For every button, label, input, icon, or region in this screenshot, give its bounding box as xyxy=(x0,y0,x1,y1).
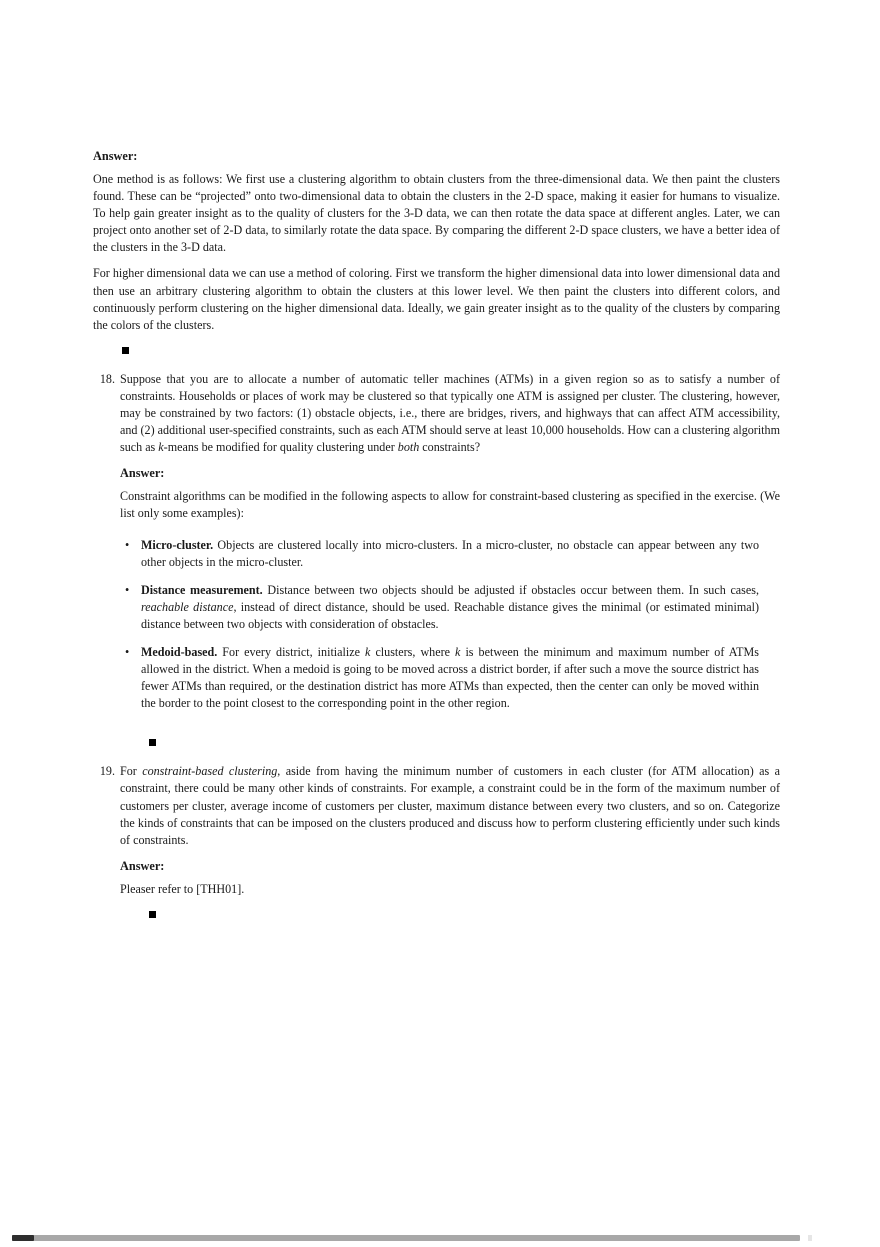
end-of-answer-marker xyxy=(149,739,156,746)
question-text: , aside from having the minimum number of customers in each cluster (for ATM allocation) as a constraint, there could be many other kinds of constraints. For example, a constraint could be in the form of the maximum number of customers per cluster, average income of customers per cluster, maximum distance between every two clusters, and so on. Categorize the kinds of constraints that can be imposed on the clusters produced and discuss how to perform clustering efficiently under such kinds of constraints. xyxy=(120,764,780,847)
exercise-18 xyxy=(93,371,780,747)
answer-heading: Answer: xyxy=(120,858,165,873)
bullet-icon: • xyxy=(125,537,130,552)
exercise-question xyxy=(120,371,780,456)
question-italic-k: k xyxy=(158,440,164,455)
answer-bullet-list xyxy=(120,537,780,713)
exercise-19 xyxy=(93,763,780,918)
bullet-body: , instead of direct distance, should be used. Reachable distance gives the minimal (or estimated minimal) distance between two objects with consideration of obstacles. xyxy=(141,599,759,631)
bullet-lead-in: Micro-cluster. xyxy=(141,537,214,552)
answer-heading: Answer: xyxy=(120,466,165,481)
bullet-icon: • xyxy=(125,644,130,659)
list-item xyxy=(120,537,759,571)
bullet-body: Objects are clustered locally into micro-clusters. In a micro-cluster, no obstacle can appear between any two other objects in the micro-cluster. xyxy=(141,537,759,569)
question-italic-term: constraint-based clustering xyxy=(142,764,278,779)
answer-section-17 xyxy=(93,148,780,354)
bullet-body: clusters, where xyxy=(370,644,456,659)
answer-paragraph: Pleaser refer to [THH01]. xyxy=(120,881,245,896)
list-item xyxy=(120,644,759,712)
bullet-body: For every district, initialize xyxy=(217,644,366,659)
answer-paragraph: One method is as follows: We first use a clustering algorithm to obtain clusters from the three-dimensional data. We then paint the clusters found. These can be “projected” onto two-dimensional data to obtain the clusters in the 2-D space, making it easier for humans to visualize. To help gain greater insight as to the quality of clusters for the 3-D data, we can then rotate the data space at different angles. Later, we can project onto another set of 2-D data, to similarly rotate the data space. By comparing the different 2-D space clusters, we have a better idea of the clusters in the 3-D data. xyxy=(93,172,780,255)
horizontal-scrollbar[interactable] xyxy=(0,1228,880,1247)
question-text: For xyxy=(120,764,143,779)
bullet-italic-k: k xyxy=(365,644,371,659)
bullet-italic-term: reachable distance xyxy=(141,599,234,614)
answer-paragraph: For higher dimensional data we can use a method of coloring. First we transform the higher dimensional data into lower dimensional data and then use an arbitrary clustering algorithm to obtain the clusters at this lower level. We then paint the clusters into different colors, and continuously perform clustering on the higher dimensional data. Ideally, we gain greater insight as to the quality of the clusters by comparing the colors of the clusters. xyxy=(93,266,780,332)
scrollbar-track[interactable] xyxy=(12,1235,800,1241)
end-of-answer-marker xyxy=(149,911,156,918)
answer-heading: Answer: xyxy=(93,149,138,163)
bullet-body: is between the minimum and maximum number of ATMs allowed in the district. When a medoid is going to be moved across a district border, if after such a move the source district has fewer ATMs than required, or the destination district has more ATMs than expected, then the center can only be moved within the border to the point closest to the corresponding point in the other region. xyxy=(141,644,759,711)
scrollbar-thumb[interactable] xyxy=(12,1235,34,1241)
exercise-question xyxy=(120,763,780,848)
question-italic-both: both xyxy=(397,440,420,455)
list-item xyxy=(120,582,759,633)
question-text: -means be modified for quality clustering under xyxy=(163,440,398,455)
answer-intro-paragraph: Constraint algorithms can be modified in the following aspects to allow for constraint-based clustering as specified in the exercise. (We list only some examples): xyxy=(120,489,780,521)
exercise-number: 18. xyxy=(99,371,115,386)
question-text: constraints? xyxy=(419,440,481,455)
bullet-lead-in: Medoid-based. xyxy=(141,644,218,659)
document-text-column xyxy=(93,148,780,918)
scrollbar-endcap xyxy=(808,1235,812,1241)
bullet-italic-k: k xyxy=(455,644,461,659)
bullet-lead-in: Distance measurement. xyxy=(141,582,263,597)
bullet-body: Distance between two objects should be adjusted if obstacles occur between them. In such cases, xyxy=(262,582,759,597)
exercise-number: 19. xyxy=(99,764,115,779)
bullet-icon: • xyxy=(125,582,130,597)
question-text: Suppose that you are to allocate a number of automatic teller machines (ATMs) in a given region so as to satisfy a number of constraints. Households or places of work may be clustered so that typically one ATM is assigned per cluster. The clustering, however, may be constrained by two factors: (1) obstacle objects, i.e., there are bridges, rivers, and highways that can affect ATM accessibility, and (2) additional user-specified constraints, such as each ATM should serve at least 10,000 households. How can a clustering algorithm such as xyxy=(120,371,780,455)
end-of-answer-marker xyxy=(122,347,129,354)
